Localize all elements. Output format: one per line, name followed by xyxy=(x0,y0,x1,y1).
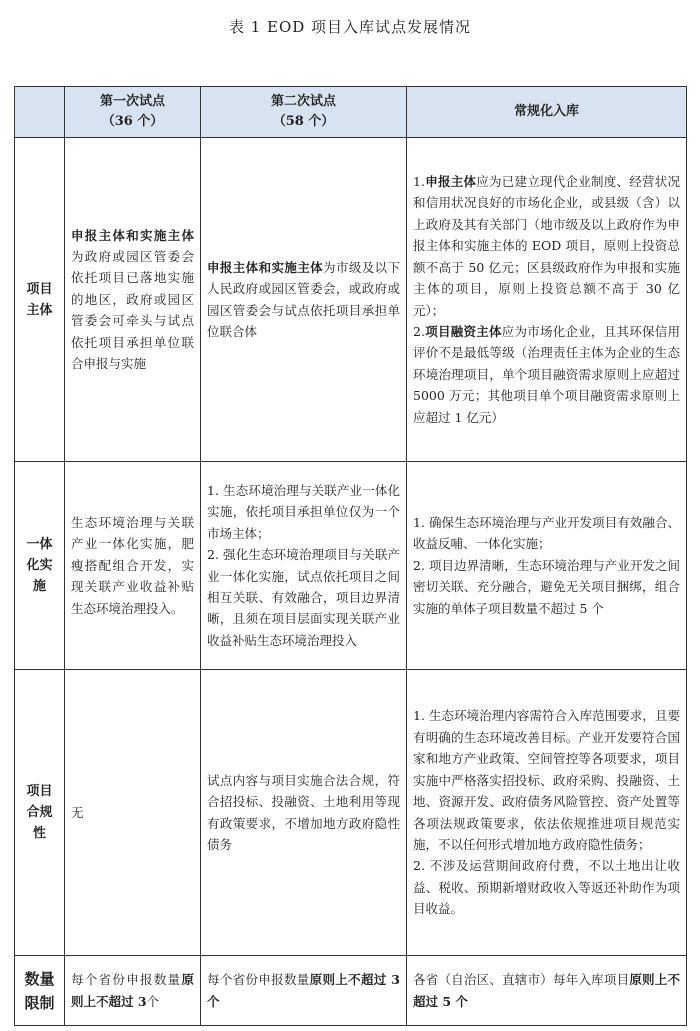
row-label: 数量限制 xyxy=(15,956,65,1026)
cell-regular xyxy=(407,138,687,462)
cell-second-pilot xyxy=(201,138,407,462)
paragraph: 1. 生态环境治理与关联产业一体化实施，依托项目承担单位仅为一个市场主体； xyxy=(207,482,400,541)
cell-text: 个 xyxy=(146,993,160,1009)
header-regular: 常规化入库 xyxy=(407,87,687,138)
header-empty xyxy=(15,87,65,138)
bold-text: 申报主体和实施主体 xyxy=(207,259,324,275)
cell-text: 为政府或园区管委会依托项目已落地实施的地区，政府或园区管委会可牵头与试点依托项目承担单位联合申报与实施 xyxy=(71,248,194,372)
header-second-pilot-count: （58 个） xyxy=(272,114,335,129)
row-label: 一体化实施 xyxy=(15,462,65,670)
cell-first-pilot: 无 xyxy=(65,670,201,956)
cell-regular xyxy=(407,462,687,670)
cell-text: 各省（自治区、直辖市）每年入库项目 xyxy=(413,972,630,988)
header-second-pilot xyxy=(201,87,407,138)
cell-second-pilot: 试点内容与项目实施合法合规，符合招投标、投融资、土地利用等现有政策要求，不增加地方政府隐性债务 xyxy=(201,670,407,956)
list-number: 2. xyxy=(413,323,425,339)
paragraph xyxy=(413,321,680,428)
paragraph: 1. 确保生态环境治理与产业开发项目有效融合、收益反哺、一体化实施； xyxy=(413,514,680,552)
bold-text: 申报主体和实施主体 xyxy=(71,227,194,243)
bold-text: 申报主体 xyxy=(424,174,477,190)
header-first-pilot xyxy=(65,87,201,138)
paragraph: 2. 不涉及运营期间政府付费，不以土地出让收益、税收、预期新增财政收入等返还补助作为项目收益。 xyxy=(413,858,680,917)
header-first-pilot-count: （36 个） xyxy=(101,114,164,129)
bold-text: 原则上不超过 3 xyxy=(71,972,194,1009)
bold-text: 项目融资主体 xyxy=(424,323,502,339)
paragraph: 2. 强化生态环境治理项目与关联产业一体化实施，试点依托项目之间相互关联、有效融合，项目边界清晰，且须在项目层面实现关联产业收益补贴生态环境治理投入 xyxy=(207,547,400,648)
table-title: 表 1 EOD 项目入库试点发展情况 xyxy=(228,18,472,36)
cell-text: 每个省份申报数量 xyxy=(71,972,182,988)
cell-text: 每个省份申报数量 xyxy=(207,972,310,988)
header-second-pilot-name: 第二次试点 xyxy=(270,94,336,109)
list-number: 1. xyxy=(413,174,425,190)
row-label: 项目合规性 xyxy=(15,670,65,956)
cell-regular xyxy=(407,670,687,956)
header-first-pilot-name: 第一次试点 xyxy=(99,94,165,109)
table-row-project-subject xyxy=(15,138,687,462)
paragraph: 1. 生态环境治理内容需符合入库范围要求，且要有明确的生态环境改善目标。产业开发要符合国家和地方产业政策、空间管控等各项要求，项目实施中严格落实招投标、政府采购、投融资、土地、资源开发、政府债务风险管控、资产处置等各项法规政策要求，依法依规推进项目规范实施，不以任何形式增加地方政府隐性债务； xyxy=(413,708,680,852)
bold-text: 原则上不超过 3 个 xyxy=(207,972,400,1009)
cell-second-pilot xyxy=(201,462,407,670)
paragraph xyxy=(413,171,680,321)
cell-regular xyxy=(407,956,687,1026)
cell-first-pilot xyxy=(65,956,201,1026)
table-row-compliance xyxy=(15,670,687,956)
table-row-integration xyxy=(15,462,687,670)
cell-text: 应为市场化企业，且其环保信用评价不是最低等级（治理责任主体为企业的生态环境治理项目，单个项目融资需求原则上应超过 5000 万元；其他项目单个项目融资需求原则上应超过 1 亿元） xyxy=(413,323,680,425)
table-row-quantity-limit xyxy=(15,956,687,1026)
pilot-table xyxy=(14,86,687,1026)
cell-first-pilot: 生态环境治理与关联产业一体化实施，肥瘦搭配组合开发，实现关联产业收益补贴生态环境治理投入。 xyxy=(65,462,201,670)
cell-second-pilot xyxy=(201,956,407,1026)
cell-text: 为市级及以下人民政府或园区管委会，或政府或园区管委会与试点依托项目承担单位联合体 xyxy=(207,259,400,339)
paragraph: 2. 项目边界清晰，生态环境治理与产业开发之间密切关联、充分融合，避免无关项目捆绑，组合实施的单体子项目数量不超过 5 个 xyxy=(413,557,680,616)
row-label: 项目主体 xyxy=(15,138,65,462)
cell-text: 应为已建立现代企业制度、经营状况和信用状况良好的市场化企业，或县级（含）以上政府及其有关部门（地市级及以上政府作为申报主体和实施主体的 EOD 项目，原则上投资总额不高于 50 亿元；区县级政府作为申报和实施主体的项目，原则上投资总额不高于 30 亿元）； xyxy=(413,174,680,318)
bold-text: 原则上不超过 5 个 xyxy=(413,972,680,1009)
cell-first-pilot xyxy=(65,138,201,462)
table-header-row xyxy=(15,87,687,138)
